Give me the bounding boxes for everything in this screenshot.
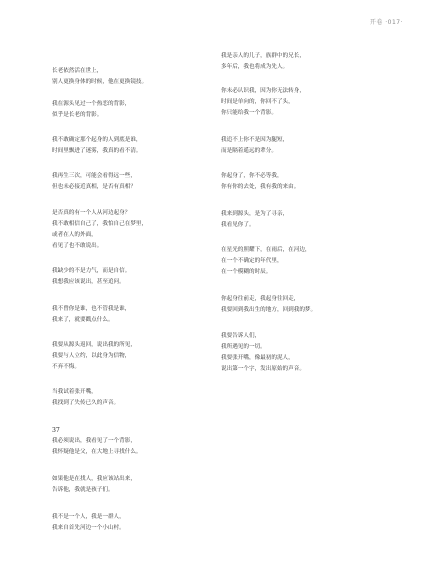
poem-line: 说出第一个字，发出原始的声音。: [221, 366, 305, 372]
poem-line: 我在源头见过一个热恋的背影，: [52, 101, 131, 107]
stanza: [52, 387, 119, 409]
poem-line: 我要与人立约，以此身为信物，: [52, 353, 131, 359]
poem-line: 我所遇见的一切。: [221, 344, 266, 350]
poem-line: 看见了也不敢说出。: [52, 243, 103, 249]
poem-line: 我找到了失传已久的声音。: [52, 400, 120, 406]
poem-line: 在一个模糊的时辰。: [221, 269, 272, 275]
poem-line: 多年后，我也将成为先人。: [221, 64, 289, 70]
poem-line: 你只能给我一个背影。: [221, 110, 277, 116]
poem-line: 我不曾你是谁，也不管我是谁，: [52, 306, 131, 312]
poem-line: 我不敢相信自己了，我怕自己在梦里，: [52, 221, 148, 227]
poem-line: 在星光的照耀下，在雨后，在河边，: [221, 247, 311, 253]
stanza: [52, 436, 142, 458]
poem-line: 时间是单向的，你回不了头，: [221, 99, 294, 105]
poem-line: 我来自首先河边一个小山村。: [52, 525, 125, 531]
poem-line: 我想我应该说出，甚至追问。: [52, 279, 125, 285]
stanza: [221, 171, 299, 193]
poem-line: 而是隔着遥远的辈分。: [221, 148, 277, 154]
stanza: [221, 331, 305, 375]
poem-line: 我要告诉人们，: [221, 333, 261, 339]
poem-line: 你有你的去处，我有我的来由。: [221, 184, 300, 190]
stanza: [52, 266, 130, 288]
stanza: [52, 99, 130, 121]
poem-line: 如果他是在找人，我应该站出来，: [52, 476, 136, 482]
stanza: [52, 135, 142, 157]
poem-line: 或者在人的外面，: [52, 232, 97, 238]
stanza: [52, 512, 125, 534]
poem-line: 长老依然活在世上，: [52, 68, 103, 74]
stanza: [221, 135, 288, 157]
poem-line: 不弃不悔。: [52, 364, 80, 370]
poem-line: 我不是一个人，我是一群人，: [52, 514, 125, 520]
stanza: [52, 304, 130, 326]
poem-line: 我要从源头返回，说出我的所见，: [52, 342, 136, 348]
stanza: [221, 294, 316, 316]
stanza: [52, 208, 147, 252]
stanza: [52, 340, 136, 373]
stanza: [52, 171, 136, 193]
stanza: [52, 66, 147, 88]
poem-line: 我看见你了。: [221, 222, 255, 228]
poem-line: 当我试着张开嘴，: [52, 389, 97, 395]
poem-line: 在一个不确定的年代里，: [221, 258, 283, 264]
poem-line: 我怀疑他是父，在大地上寻找什么。: [52, 449, 142, 455]
poem-line: 我缺少的不是力气，而是自信。: [52, 268, 131, 274]
stanza: [221, 51, 305, 73]
poem-line: 我来到源头，是为了寻亲，: [221, 211, 289, 217]
poem-line: 但也未必接近真相，是否有真相？: [52, 184, 136, 190]
poem-line: 你未必认识我，因为你无法转身，: [221, 88, 305, 94]
stanza: [52, 474, 136, 496]
poem-line: 时间里飘进了迷雾，我真的看不清。: [52, 148, 142, 154]
poem-line: 你起身往前走，我起身往回走，: [221, 296, 300, 302]
page-header: 开卷 ·017·: [369, 19, 403, 26]
poem-line: 告诉他，我就是孩子们。: [52, 487, 114, 493]
poem-line: 我要张开嘴，像最初的泥人，: [221, 355, 294, 361]
poem-line: 我要回到我出生的地方，回到我的梦。: [221, 307, 317, 313]
poem-line: 我是亲人的儿子，族群中的兄长，: [221, 53, 305, 59]
poem-line: 似乎是长老的背影。: [52, 112, 103, 118]
stanza: [221, 86, 305, 119]
poem-line: 我必须说出，我看见了一个背影，: [52, 438, 136, 444]
poem-line: 我再生三次，可能会看得远一些，: [52, 173, 136, 179]
poem-number: 37: [52, 427, 60, 434]
poem-line: 是否真的有一个人从河边起身？: [52, 210, 131, 216]
poem-line: 我追不上你不是因为腿短，: [221, 137, 289, 143]
poem-line: 我来了，就要戳点什么。: [52, 317, 114, 323]
poem-line: 我不敢确定那个起身的人到底是谁，: [52, 137, 142, 143]
stanza: [221, 245, 311, 278]
poem-line: 你起身了，你不必等我，: [221, 173, 283, 179]
poem-line: 别人更换身体的时候，他在更换镜技。: [52, 79, 148, 85]
stanza: [221, 209, 288, 231]
